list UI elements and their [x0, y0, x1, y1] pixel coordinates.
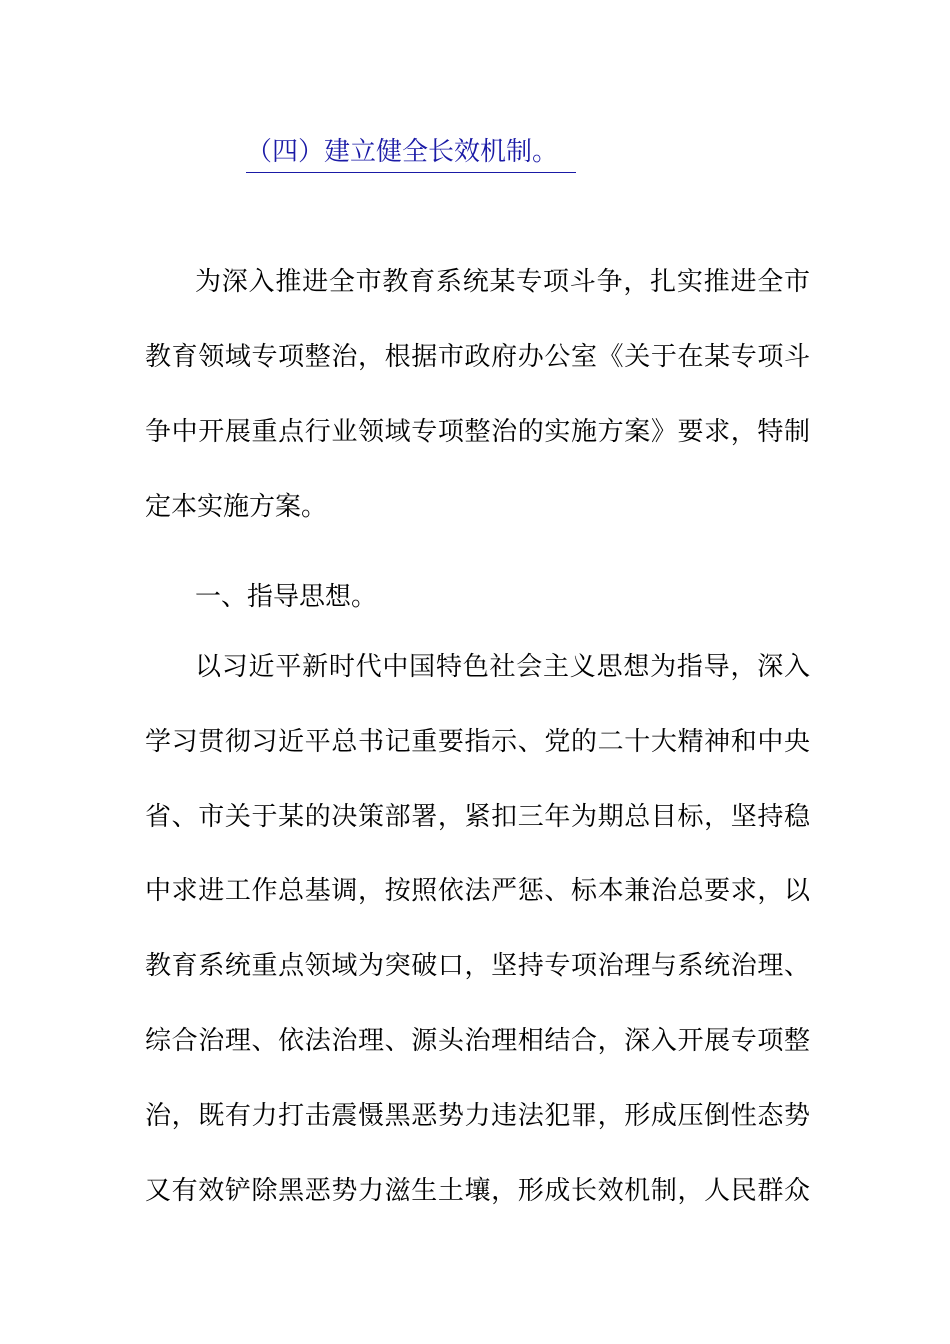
- section1-line-6: 综合治理、依法治理、源头治理相结合，深入开展专项整: [145, 1026, 810, 1056]
- toc-link-section-4[interactable]: （四）建立健全长效机制。: [246, 132, 576, 173]
- section1-line-4: 中求进工作总基调，按照依法严惩、标本兼治总要求，以: [145, 876, 810, 906]
- intro-line-2: 教育领域专项整治，根据市政府办公室《关于在某专项斗: [145, 342, 810, 372]
- intro-line-4: 定本实施方案。: [145, 492, 328, 522]
- section-heading-guiding-ideology: 一、指导思想。: [195, 582, 378, 612]
- section1-line-7: 治，既有力打击震慑黑恶势力违法犯罪，形成压倒性态势: [145, 1101, 810, 1131]
- intro-line-1: 为深入推进全市教育系统某专项斗争，扎实推进全市: [195, 267, 810, 297]
- section1-line-8: 又有效铲除黑恶势力滋生土壤，形成长效机制，人民群众: [145, 1176, 810, 1206]
- intro-line-3: 争中开展重点行业领域专项整治的实施方案》要求，特制: [145, 417, 810, 447]
- section1-line-2: 学习贯彻习近平总书记重要指示、党的二十大精神和中央: [145, 727, 810, 757]
- section1-line-5: 教育系统重点领域为突破口，坚持专项治理与系统治理、: [145, 951, 810, 981]
- section1-line-1: 以习近平新时代中国特色社会主义思想为指导，深入: [195, 652, 810, 682]
- section1-line-3: 省、市关于某的决策部署，紧扣三年为期总目标，坚持稳: [145, 802, 810, 832]
